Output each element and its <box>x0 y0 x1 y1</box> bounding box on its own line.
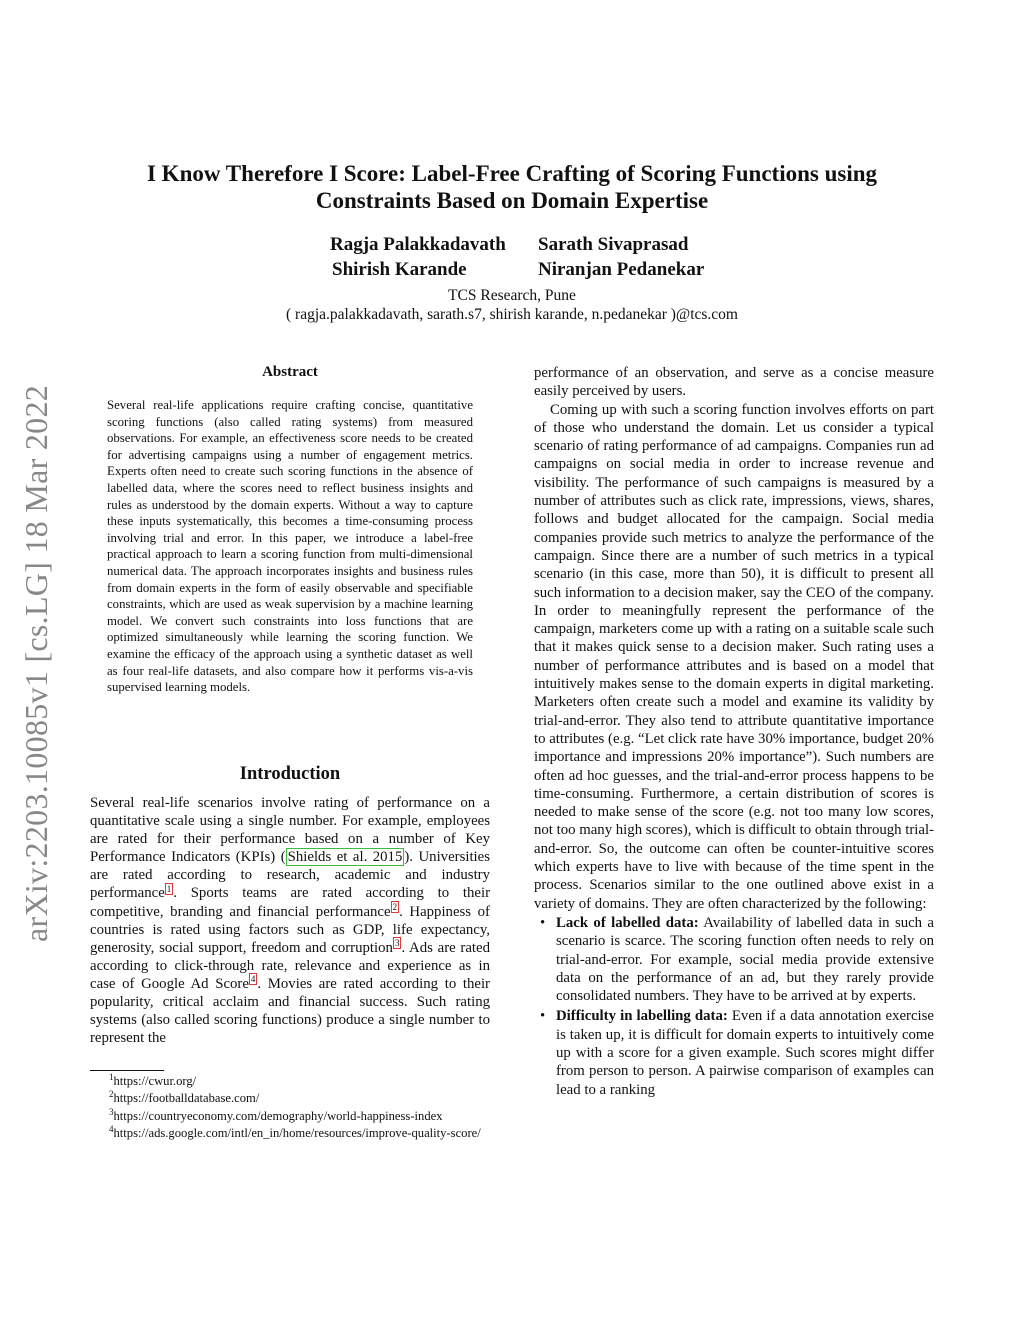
characteristics-list <box>534 914 934 1099</box>
footnote-divider <box>90 1070 164 1071</box>
list-item-label: Difficulty in labelling data: <box>556 1008 728 1025</box>
intro-text: ). Universities are rated according to research, academic and industry performance <box>90 849 490 902</box>
body-paragraph: Coming up with such a scoring function involves efforts on part of those who understand the domain. Let us consider a typical scenario of rating performance of ad campaigns. Companies run ad campaigns on social media in order to increase revenue and visibility. The performance of such campaigns is measured by a number of attributes such as click rate, impressions, views, shares, follows and budget allocated for the campaign. Social media companies provide such metrics to analyze the performance of the campaign. Since there are a number of such metrics in a typical scenario (in this case, more than 50), it is difficult to present all such information to a decision maker, say the CEO of the company. In order to meaningfully represent the performance of the campaign, marketers come up with a rating on a suitable scale such that it makes quick sense to a decision maker. Such rating uses a number of performance attributes and is based on a model that intuitively makes sense to the domain experts in digital marketing. Marketers often create such a model and examine its validity by trial-and-error. They also tend to attribute quantitative importance to attributes (e.g. “Let click rate have 30% importance, budget 20% importance and impressions 20% importance”). Such numbers are often ad hoc guesses, and the trial-and-error process happens to be time-consuming. Furthermore, a certain distribution of scores is needed to make sense of the score (e.g. not too many low scores, not too many high scores), which is difficult to obtain through trial-and-error. So, the outcome can often be counter-intuitive scores which experts have to live with because of the time spent in the process. Scenarios similar to the one outlined above exist in a variety of domains. They are often characterized by the following: <box>534 401 934 912</box>
list-item <box>534 914 934 1005</box>
footnote[interactable]: $^4$https://ads.google.com/intl/en_in/home/resources/improve-quality-score/ <box>109 1123 481 1140</box>
intro-text: . Ads are rated according to click-through rate, relevance and experience as in case of Google Ad Score <box>90 939 490 992</box>
intro-text: . Sports teams are rated according to their competitive, branding and financial performance <box>90 885 490 920</box>
intro-text: . Movies are rated according to their popularity, critical acclaim and financial success. Such rating systems (also called scoring functions) produce a single number to represent the <box>90 975 490 1047</box>
citation-link[interactable]: Shields et al. 2015 <box>287 849 403 866</box>
abstract-text: Several real-life applications require crafting concise, quantitative scoring functions (also called rating systems) from measured observations. For example, an effectiveness score needs to be created for advertising campaigns using a number of engagement metrics. Experts often need to create such scoring functions in the absence of labelled data, where the scores need to reflect business insights and rules as understood by the domain experts. Without a way to capture these inputs systematically, this becomes a time-consuming process involving trial and error. In this paper, we introduce a label-free practical approach to learn a scoring function from multi-dimensional numerical data. The approach incorporates insights and business rules from domain experts in the form of easily observable and specifiable constraints, which are used as weak supervision by a machine learning model. We convert such constraints into loss functions that are optimized simultaneously while learning the scoring function. We examine the efficacy of the approach using a synthetic dataset as well as four real-life datasets, and also compare how it performs vis-a-vis supervised learning models. <box>107 398 473 695</box>
affiliation: TCS Research, Pune <box>448 287 576 304</box>
author-emails: ( ragja.palakkadavath, sarath.s7, shirish karande, n.pedanekar )@tcs.com <box>286 306 738 323</box>
author-name: Shirish Karande <box>332 259 467 280</box>
list-item <box>534 1007 934 1098</box>
affiliation-block <box>90 286 934 324</box>
author-name: Sarath Sivaprasad <box>538 234 689 255</box>
right-column <box>534 364 934 1101</box>
footnote-link[interactable]: 4 <box>250 974 256 985</box>
list-item-text: Availability of labelled data in such a scenario is scarce. The scoring function often needs to rely on trial-and-error. For example, social media provide extensive data on the performance of an ad, but they rarely provide consolidated numbers. They have to be arrived at by experts. <box>556 914 934 1005</box>
footnote[interactable]: $^3$https://countryeconomy.com/demography/world-happiness-index <box>109 1106 443 1123</box>
introduction-paragraph <box>90 794 490 1047</box>
intro-text: Several real-life scenarios involve rating of performance on a quantitative scale using a single number. For example, employees are rated for their performance based on a number of Key Performance Indicators (KPIs) ( <box>90 795 490 866</box>
footnote-link[interactable]: 3 <box>394 937 400 948</box>
body-paragraph: performance of an observation, and serve as a concise measure easily perceived by users. <box>534 365 934 400</box>
paper-title: I Know Therefore I Score: Label-Free Crafting of Scoring Functions using Constraints Based on Domain Expertise <box>146 161 877 213</box>
footnote-link[interactable]: 2 <box>392 901 398 912</box>
author-block <box>330 232 730 282</box>
footnotes <box>90 1073 490 1142</box>
abstract-heading: Abstract <box>262 364 318 380</box>
footnote[interactable]: $^2$https://footballdatabase.com/ <box>109 1089 260 1106</box>
author-name: Niranjan Pedanekar <box>538 259 705 280</box>
intro-text: . Happiness of countries is rated using factors such as GDP, life expectancy, generosity, social support, freedom and corruption <box>90 903 490 956</box>
arxiv-identifier: arXiv:2203.10085v1 [cs.LG] 18 Mar 2022 <box>18 384 54 942</box>
list-item-text: Even if a data annotation exercise is taken up, it is difficult for domain experts to intuitively come up with a score for a given example. Such scores might differ from person to person. A pairwise comparison of examples can lead to a ranking <box>556 1008 934 1098</box>
footnote-link[interactable]: 1 <box>166 883 172 894</box>
author-name: Ragja Palakkadavath <box>330 234 506 255</box>
introduction-heading: Introduction <box>239 764 341 784</box>
list-item-label: Lack of labelled data: <box>556 914 699 931</box>
footnote[interactable]: $^1$https://cwur.org/ <box>109 1071 197 1088</box>
